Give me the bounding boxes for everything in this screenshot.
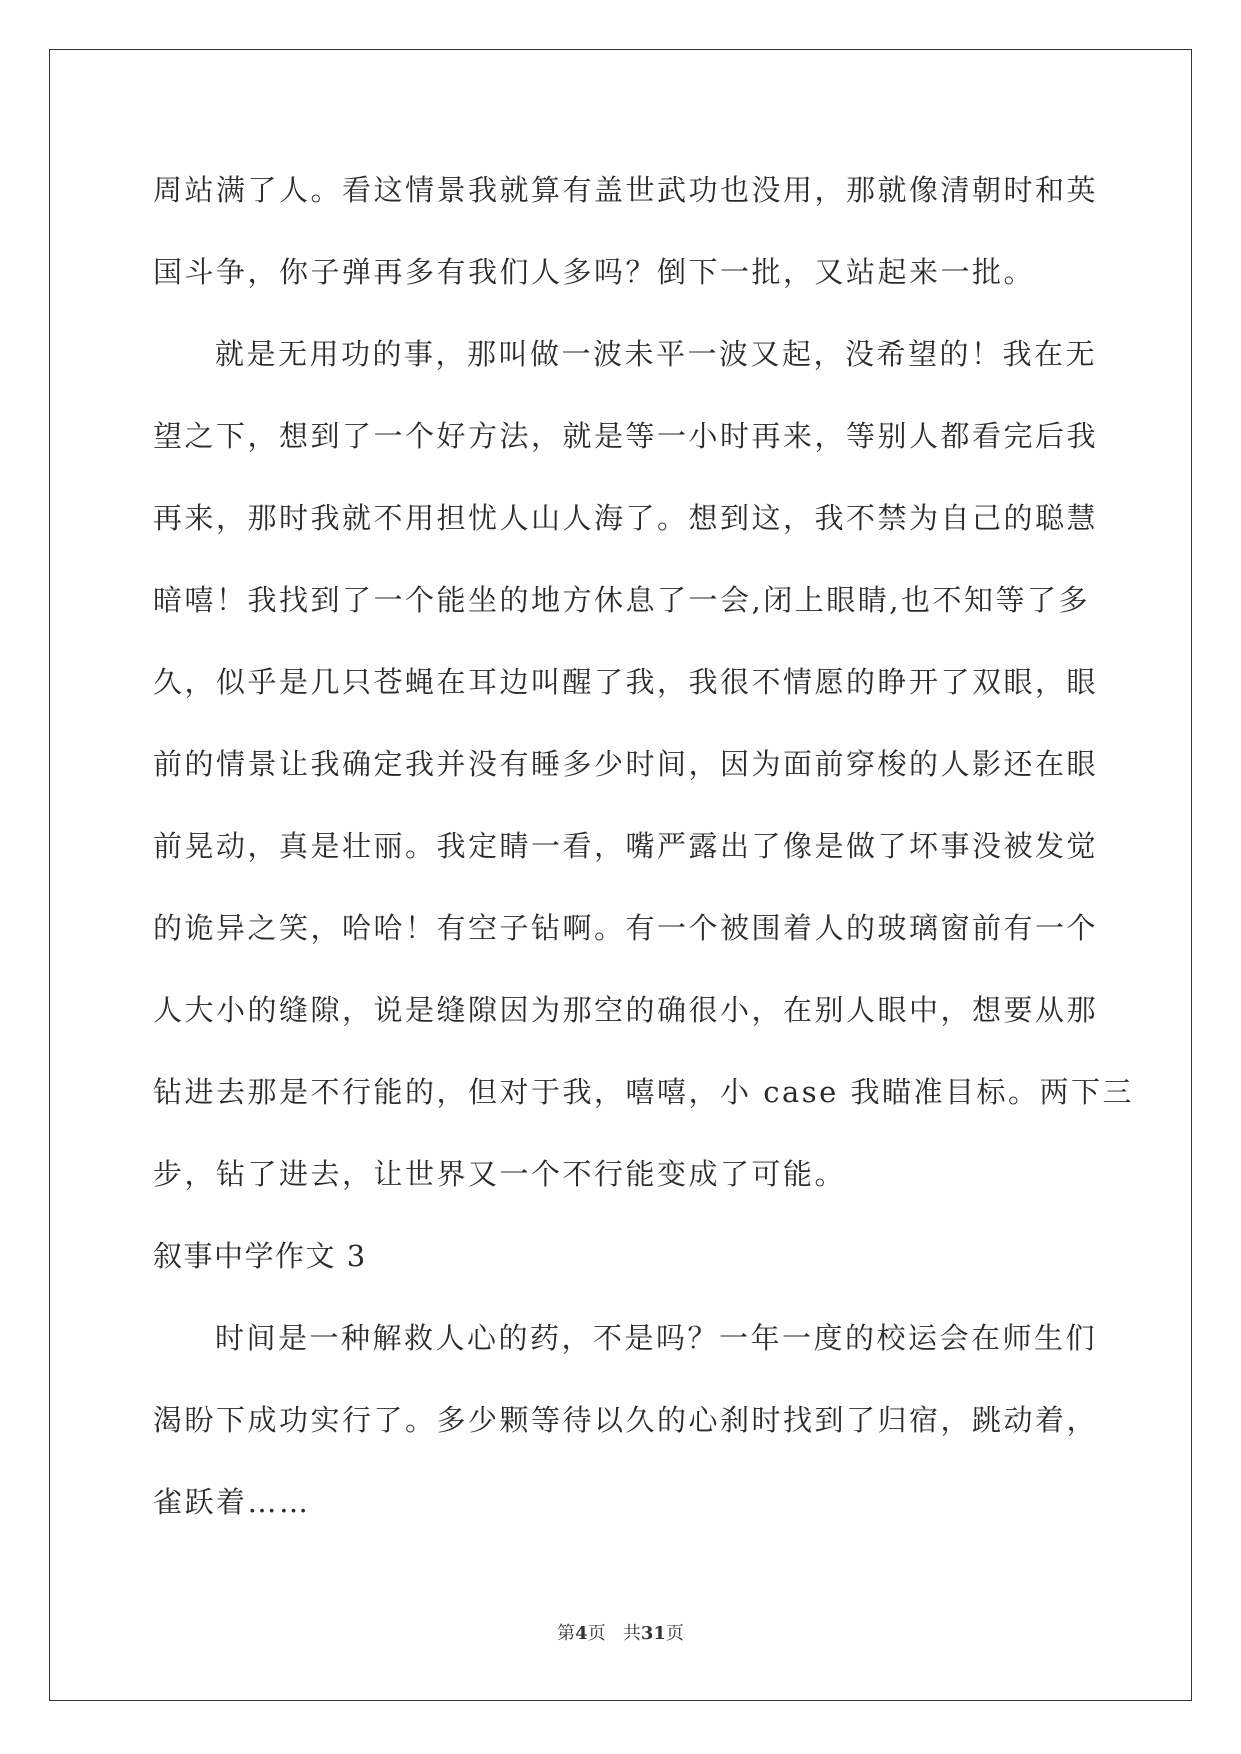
paragraph-first-line: 就是无用功的事，那叫做一波未平一波又起，没希望的！我在无 <box>215 337 1098 371</box>
footer-total-prefix: 共 <box>622 1623 641 1644</box>
page-number: 4 <box>575 1623 588 1644</box>
body-line: 周站满了人。看这情景我就算有盖世武功也没用，那就像清朝时和英 <box>153 173 1099 207</box>
footer-page-suffix: 页 <box>587 1623 606 1644</box>
body-line: 暗嘻！我找到了一个能坐的地方休息了一会,闭上眼睛,也不知等了多 <box>153 583 1090 617</box>
page-footer <box>0 1619 1241 1645</box>
body-line: 渴盼下成功实行了。多少颗等待以久的心刹时找到了归宿，跳动着， <box>153 1403 1099 1437</box>
body-line: 望之下，想到了一个好方法，就是等一小时再来，等别人都看完后我 <box>153 419 1099 453</box>
body-line: 国斗争，你子弹再多有我们人多吗？倒下一批，又站起来一批。 <box>153 255 1036 289</box>
total-pages: 31 <box>640 1623 666 1644</box>
body-line: 前晃动，真是壮丽。我定睛一看，嘴严露出了像是做了坏事没被发觉 <box>153 829 1099 863</box>
section-heading: 叙事中学作文 3 <box>153 1239 367 1273</box>
body-line: 人大小的缝隙，说是缝隙因为那空的确很小，在别人眼中，想要从那 <box>153 993 1099 1027</box>
footer-prefix: 第 <box>557 1623 576 1644</box>
paragraph-first-line: 时间是一种解救人心的药，不是吗？一年一度的校运会在师生们 <box>215 1321 1098 1355</box>
footer-total-suffix: 页 <box>665 1623 684 1644</box>
body-line: 前的情景让我确定我并没有睡多少时间，因为面前穿梭的人影还在眼 <box>153 747 1099 781</box>
body-line: 钻进去那是不行能的，但对于我，嘻嘻，小 case 我瞄准目标。两下三 <box>153 1075 1135 1109</box>
body-line: 久，似乎是几只苍蝇在耳边叫醒了我，我很不情愿的睁开了双眼，眼 <box>153 665 1099 699</box>
page-border <box>49 49 1192 1701</box>
body-line: 步，钻了进去，让世界又一个不行能变成了可能。 <box>153 1157 847 1191</box>
body-line: 雀跃着…… <box>153 1485 311 1519</box>
body-line: 的诡异之笑，哈哈！有空子钻啊。有一个被围着人的玻璃窗前有一个 <box>153 911 1099 945</box>
body-line: 再来，那时我就不用担忧人山人海了。想到这，我不禁为自己的聪慧 <box>153 501 1099 535</box>
